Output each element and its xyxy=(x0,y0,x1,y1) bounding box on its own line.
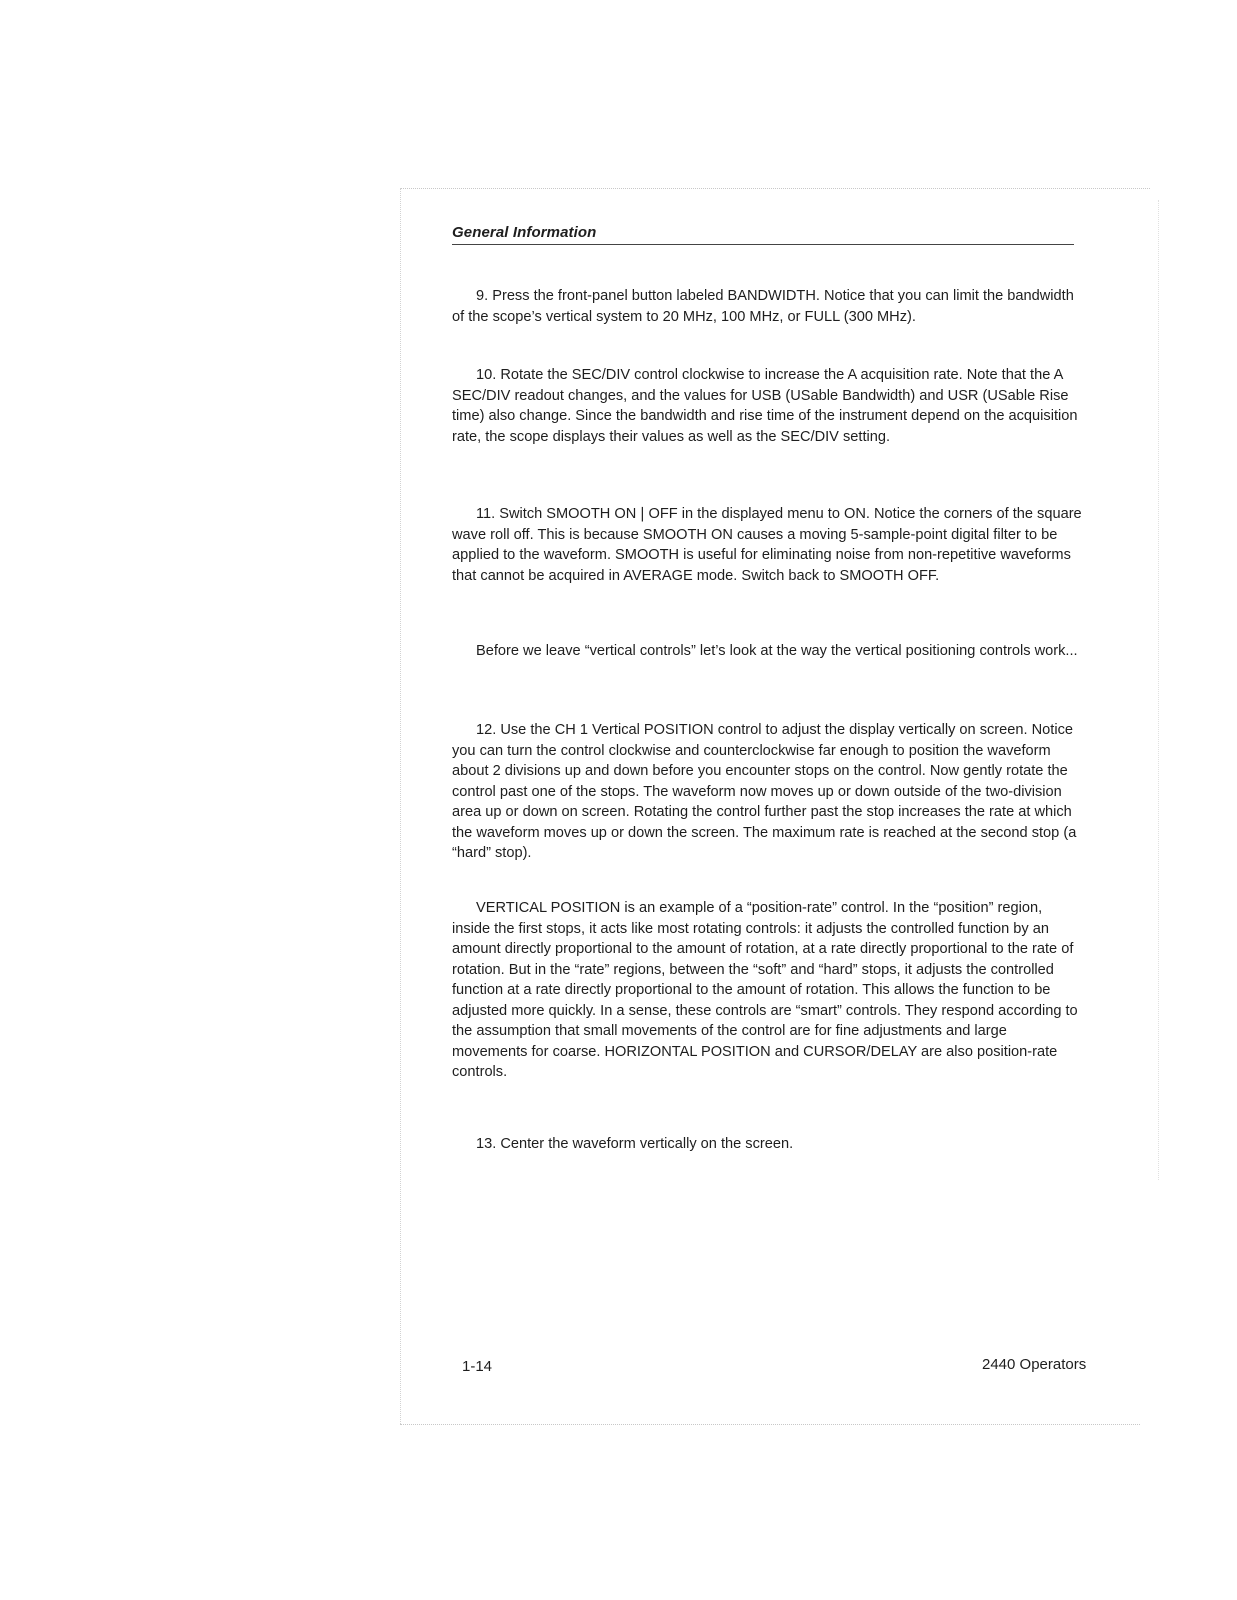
paragraph-vertical-intro: Before we leave “vertical controls” let’s look at the way the vertical positioning controls work... xyxy=(476,643,1078,659)
footer-manual-title: 2440 Operators xyxy=(982,1356,1087,1373)
paragraph-step-9: 9. Press the front-panel button labeled BANDWIDTH. Notice that you can limit the bandwidth of the scope’s vertical system to 20 MHz, 100 MHz, or FULL (300 MHz). xyxy=(452,288,1074,325)
header-rule xyxy=(452,244,1074,245)
page-edge-bottom xyxy=(400,1424,1140,1425)
section-header-title: General Information xyxy=(452,224,597,241)
footer-page-number: 1-14 xyxy=(462,1358,493,1375)
paragraph-step-13: 13. Center the waveform vertically on the screen. xyxy=(476,1136,794,1152)
page-edge-right xyxy=(1158,200,1159,1180)
page-edge-top xyxy=(400,188,1150,189)
paragraph-step-10: 10. Rotate the SEC/DIV control clockwise to increase the A acquisition rate. Note that the A SEC/DIV readout changes, and the values for USB (USable Bandwidth) and USR (USable Rise time) also change. Since the bandwidth and rise time of the instrument depend on the acquisition rate, the scope displays their values as well as the SEC/DIV setting. xyxy=(452,367,1078,445)
paragraph-position-rate: VERTICAL POSITION is an example of a “position-rate” control. In the “position” region, inside the first stops, it acts like most rotating controls: it adjusts the controlled function by an amount directly proportional to the amount of rotation, at a rate directly proportional to the rate of rotation. But in the “rate” regions, between the “soft” and “hard” stops, it adjusts the controlled function at a rate directly proportional to the amount of rotation. This allows the function to be adjusted more quickly. In a sense, these controls are “smart” controls. They respond according to the assumption that small movements of the control are for fine adjustments and large movements for coarse. HORIZONTAL POSITION and CURSOR/DELAY are also position-rate controls. xyxy=(452,900,1078,1080)
page-edge-left xyxy=(400,188,401,1424)
paragraph-step-12: 12. Use the CH 1 Vertical POSITION control to adjust the display vertically on screen. Notice you can turn the control clockwise and counterclockwise far enough to position the waveform about 2 divisions up and down before you encounter stops on the control. Now gently rotate the control past one of the stops. The waveform now moves up or down outside of the two-division area up or down on screen. Rotating the control further past the stop increases the rate at which the waveform moves up or down the screen. The maximum rate is reached at the second stop (a “hard” stop). xyxy=(452,722,1077,861)
paragraph-step-11: 11. Switch SMOOTH ON❘OFF in the displayed menu to ON. Notice the corners of the square wave roll off. This is because SMOOTH ON causes a moving 5-sample-point digital filter to be applied to the waveform. SMOOTH is useful for eliminating noise from non-repetitive waveforms that cannot be acquired in AVERAGE mode. Switch back to SMOOTH OFF. xyxy=(452,506,1082,584)
